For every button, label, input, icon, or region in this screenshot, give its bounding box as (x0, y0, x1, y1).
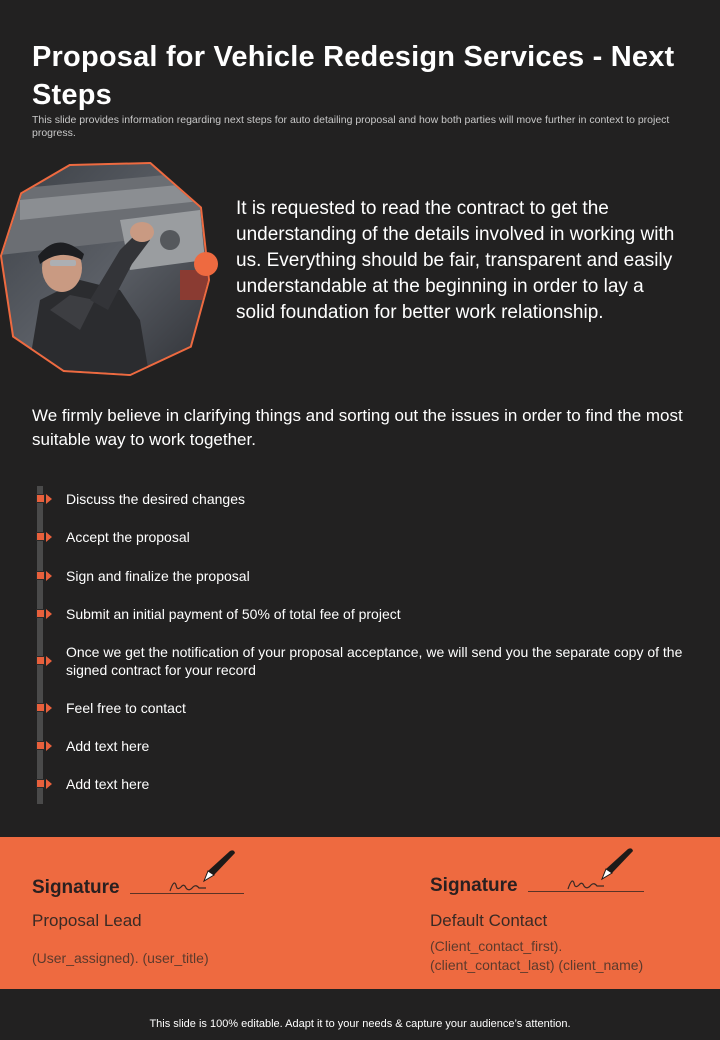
page-subtitle: This slide provides information regarding next steps for auto detailing proposal and how both parties will move further in context to project progress. (32, 114, 670, 139)
signature-fields (430, 937, 643, 975)
arrow-bullet-icon (36, 569, 56, 583)
step-text: Add text here (66, 776, 150, 792)
signature-fields (32, 949, 209, 968)
signature-label: Signature (430, 875, 518, 896)
arrow-bullet-icon (36, 777, 56, 791)
list-item (36, 528, 696, 546)
signature-role: Proposal Lead (32, 911, 142, 930)
signature-field-line: (User_assigned). (user_title) (32, 950, 209, 966)
list-item (36, 605, 696, 623)
footer-note: This slide is 100% editable. Adapt it to your needs & capture your audience’s attention. (149, 1018, 571, 1030)
arrow-bullet-icon (36, 701, 56, 715)
mechanic-photo (0, 160, 220, 380)
pen-icon (596, 845, 636, 883)
list-item (36, 775, 696, 793)
list-item (36, 567, 696, 585)
signature-label: Signature (32, 877, 120, 898)
step-text: Feel free to contact (66, 700, 186, 716)
step-text: Once we get the notification of your proposal acceptance, we will send you the separate copy of the signed contract for your record (66, 644, 683, 678)
step-text: Accept the proposal (66, 529, 190, 545)
list-item (36, 490, 696, 508)
signature-field-line: (Client_contact_first). (430, 938, 563, 954)
arrow-bullet-icon (36, 530, 56, 544)
step-text: Add text here (66, 738, 150, 754)
page-title: Proposal for Vehicle Redesign Services - Next Steps (32, 41, 675, 111)
step-text: Discuss the desired changes (66, 491, 245, 507)
list-item (36, 699, 696, 717)
signature-section (0, 837, 720, 989)
belief-statement: We firmly believe in clarifying things and sorting out the issues in order to find the most suitable way to work together. (32, 406, 683, 449)
list-item (36, 737, 696, 755)
step-text: Sign and finalize the proposal (66, 568, 250, 584)
arrow-bullet-icon (36, 492, 56, 506)
list-item (36, 643, 696, 679)
arrow-bullet-icon (36, 607, 56, 621)
arrow-bullet-icon (36, 654, 56, 668)
arrow-bullet-icon (36, 739, 56, 753)
signature-role: Default Contact (430, 911, 548, 930)
intro-paragraph: It is requested to read the contract to get the understanding of the details involved in working with us. Everything should be fair, transparent and easily understandable at the beginning in order to lay a solid foundation for better work relationship. (236, 198, 675, 323)
pen-icon (198, 847, 238, 885)
step-text: Submit an initial payment of 50% of total fee of project (66, 606, 401, 622)
signature-field-line: (client_contact_last) (client_name) (430, 957, 644, 973)
